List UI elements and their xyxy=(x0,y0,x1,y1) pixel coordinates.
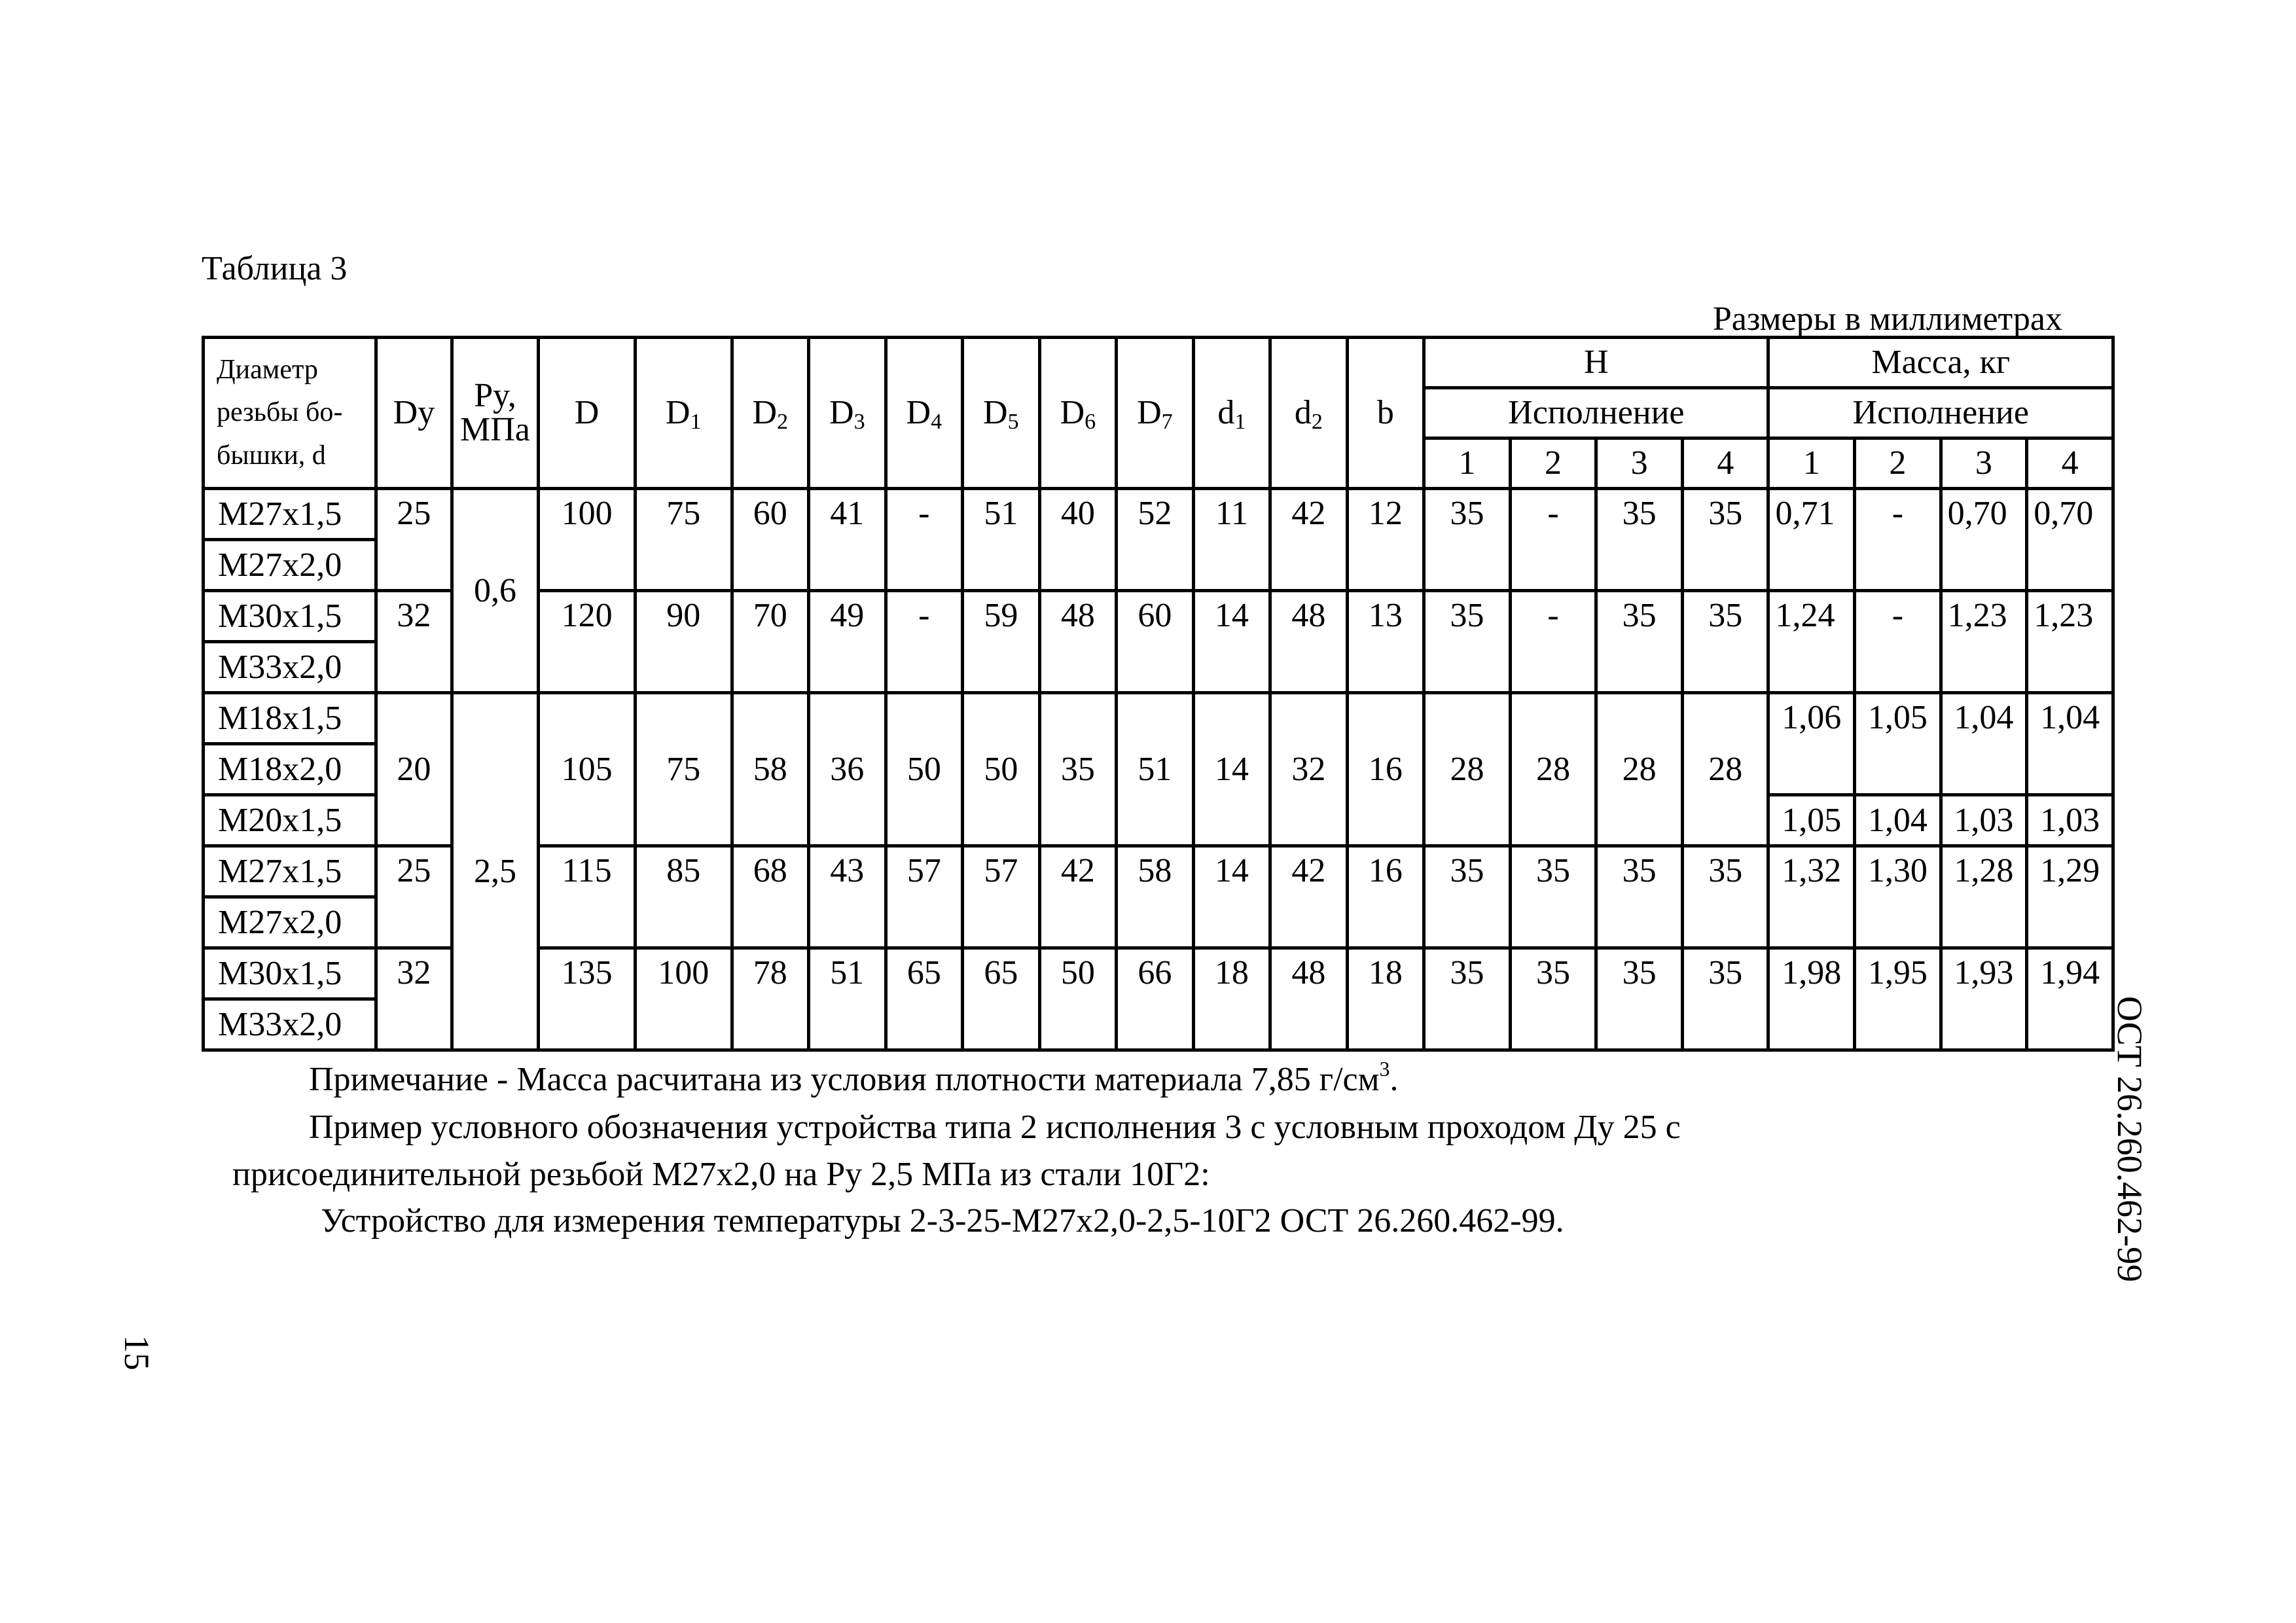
mass-cell: - xyxy=(1855,591,1941,693)
thread-cell: M27x1,5 xyxy=(204,489,376,540)
H-cell: 35 xyxy=(1424,948,1511,1050)
mass-cell: 1,23 xyxy=(1941,591,2027,693)
H-cell: 28 xyxy=(1682,693,1768,846)
d1-cell: 14 xyxy=(1193,591,1270,693)
H-cell: 35 xyxy=(1424,489,1511,591)
D-cell: 105 xyxy=(539,693,636,846)
table-row xyxy=(204,693,2113,744)
mass-cell: 1,94 xyxy=(2027,948,2113,1050)
thread-cell: M18x1,5 xyxy=(204,693,376,744)
D5-cell: 57 xyxy=(963,846,1040,948)
thread-cell: M20x1,5 xyxy=(204,795,376,846)
mass-cell: 1,06 xyxy=(1768,693,1855,795)
H-cell: 35 xyxy=(1596,948,1683,1050)
D5-cell: 50 xyxy=(963,693,1040,846)
note-density: Примечание - Масса расчитана из условия плотности материала 7,85 $г/см^3$. xyxy=(309,1057,1399,1098)
header-mass-exec-3: 3 xyxy=(1941,438,2027,489)
d1-cell: 14 xyxy=(1193,693,1270,846)
dy-cell: 20 xyxy=(376,693,452,846)
note-designation: Устройство для измерения температуры 2-3-25-M27x2,0-2,5-10Г2 ОСТ 26.260.462-99. xyxy=(321,1202,1564,1240)
table-row xyxy=(204,489,2113,540)
mass-cell: 0,70 xyxy=(2027,489,2113,591)
header-D1: $D_1$ xyxy=(635,338,732,489)
H-cell: 35 xyxy=(1596,489,1683,591)
header-D7: $D_7$ xyxy=(1117,338,1194,489)
b-cell: 16 xyxy=(1347,693,1424,846)
D4-cell: 65 xyxy=(886,948,963,1050)
mass-cell: 1,05 xyxy=(1855,693,1941,795)
header-dy: Dy xyxy=(376,338,452,489)
dy-cell: 32 xyxy=(376,591,452,693)
thread-cell: M27x2,0 xyxy=(204,540,376,591)
H-cell: 35 xyxy=(1424,846,1511,948)
D6-cell: 35 xyxy=(1039,693,1117,846)
header-py: Py, МПа xyxy=(452,338,539,489)
D6-cell: 42 xyxy=(1039,846,1117,948)
mass-cell: 0,71 xyxy=(1768,489,1855,591)
mass-cell: 1,32 xyxy=(1768,846,1855,948)
thread-cell: M18x2,0 xyxy=(204,744,376,795)
H-cell: 35 xyxy=(1682,948,1768,1050)
H-cell: 35 xyxy=(1510,846,1596,948)
D4-cell: 50 xyxy=(886,693,963,846)
d2-cell: 48 xyxy=(1270,591,1348,693)
table-caption: Таблица 3 xyxy=(202,250,348,287)
D3-cell: 41 xyxy=(809,489,886,591)
mass-cell: 1,95 xyxy=(1855,948,1941,1050)
b-cell: 18 xyxy=(1347,948,1424,1050)
H-cell: 35 xyxy=(1424,591,1511,693)
header-H: H xyxy=(1424,338,1768,388)
D6-cell: 48 xyxy=(1039,591,1117,693)
header-thread-diameter: Диаметр резьбы бо- бышки, d xyxy=(204,338,376,489)
mass-cell: 1,04 xyxy=(2027,693,2113,795)
D2-cell: 60 xyxy=(732,489,809,591)
D6-cell: 40 xyxy=(1039,489,1117,591)
header-mass-exec-4: 4 xyxy=(2027,438,2113,489)
D5-cell: 59 xyxy=(963,591,1040,693)
header-H-exec-1: 1 xyxy=(1424,438,1511,489)
header-mass-exec-1: 1 xyxy=(1768,438,1855,489)
D3-cell: 43 xyxy=(809,846,886,948)
d2-cell: 42 xyxy=(1270,489,1348,591)
header-d1: $d_1$ xyxy=(1193,338,1270,489)
header-D3: $D_3$ xyxy=(809,338,886,489)
H-cell: 35 xyxy=(1682,846,1768,948)
mass-cell: - xyxy=(1855,489,1941,591)
D-cell: 100 xyxy=(539,489,636,591)
H-cell: 28 xyxy=(1424,693,1511,846)
units-note: Размеры в миллиметрах xyxy=(1712,300,2062,338)
D7-cell: 58 xyxy=(1117,846,1194,948)
D4-cell: - xyxy=(886,489,963,591)
header-D2: $D_2$ xyxy=(732,338,809,489)
D2-cell: 70 xyxy=(732,591,809,693)
mass-cell: 1,28 xyxy=(1941,846,2027,948)
thread-cell: M33x2,0 xyxy=(204,642,376,693)
mass-cell: 1,04 xyxy=(1855,795,1941,846)
D1-cell: 75 xyxy=(635,693,732,846)
D1-cell: 85 xyxy=(635,846,732,948)
header-D6: $D_6$ xyxy=(1039,338,1117,489)
d1-cell: 14 xyxy=(1193,846,1270,948)
mass-cell: 1,05 xyxy=(1768,795,1855,846)
header-H-exec-2: 2 xyxy=(1510,438,1596,489)
header-H-exec-3: 3 xyxy=(1596,438,1683,489)
mass-cell: 1,29 xyxy=(2027,846,2113,948)
b-cell: 16 xyxy=(1347,846,1424,948)
header-d2: $d_2$ xyxy=(1270,338,1348,489)
header-mass-exec-2: 2 xyxy=(1855,438,1941,489)
dy-cell: 25 xyxy=(376,846,452,948)
header-mass-execution: Исполнение xyxy=(1768,388,2113,438)
d1-cell: 11 xyxy=(1193,489,1270,591)
mass-cell: 1,03 xyxy=(2027,795,2113,846)
mass-cell: 1,98 xyxy=(1768,948,1855,1050)
mass-cell: 1,23 xyxy=(2027,591,2113,693)
b-cell: 12 xyxy=(1347,489,1424,591)
dy-cell: 32 xyxy=(376,948,452,1050)
H-cell: 28 xyxy=(1596,693,1683,846)
D2-cell: 58 xyxy=(732,693,809,846)
D2-cell: 78 xyxy=(732,948,809,1050)
d2-cell: 48 xyxy=(1270,948,1348,1050)
D4-cell: 57 xyxy=(886,846,963,948)
D4-cell: - xyxy=(886,591,963,693)
dimensions-table xyxy=(202,336,2115,1052)
D-cell: 135 xyxy=(539,948,636,1050)
note-example-line-1: Пример условного обозначения устройства типа 2 исполнения 3 с условным проходом Ду 25 с xyxy=(309,1109,1681,1146)
page-number: 15 xyxy=(117,1335,156,1370)
thread-cell: M27x1,5 xyxy=(204,846,376,897)
mass-cell: 1,93 xyxy=(1941,948,2027,1050)
D7-cell: 52 xyxy=(1117,489,1194,591)
H-cell: - xyxy=(1510,489,1596,591)
py-cell: 0,6 xyxy=(452,489,539,693)
mass-cell: 1,24 xyxy=(1768,591,1855,693)
thread-cell: M30x1,5 xyxy=(204,591,376,642)
D6-cell: 50 xyxy=(1039,948,1117,1050)
D2-cell: 68 xyxy=(732,846,809,948)
D7-cell: 60 xyxy=(1117,591,1194,693)
document-code: ОСТ 26.260.462-99 xyxy=(2110,996,2149,1283)
header-mass: Масса, кг xyxy=(1768,338,2113,388)
thread-cell: M33x2,0 xyxy=(204,999,376,1050)
D5-cell: 51 xyxy=(963,489,1040,591)
D7-cell: 66 xyxy=(1117,948,1194,1050)
dy-cell: 25 xyxy=(376,489,452,591)
D1-cell: 100 xyxy=(635,948,732,1050)
mass-cell: 1,03 xyxy=(1941,795,2027,846)
header-b: b xyxy=(1347,338,1424,489)
py-cell: 2,5 xyxy=(452,693,539,1050)
H-cell: 28 xyxy=(1510,693,1596,846)
D1-cell: 90 xyxy=(635,591,732,693)
d2-cell: 42 xyxy=(1270,846,1348,948)
D5-cell: 65 xyxy=(963,948,1040,1050)
H-cell: - xyxy=(1510,591,1596,693)
D3-cell: 49 xyxy=(809,591,886,693)
b-cell: 13 xyxy=(1347,591,1424,693)
D-cell: 120 xyxy=(539,591,636,693)
mass-cell: 0,70 xyxy=(1941,489,2027,591)
header-D5: $D_5$ xyxy=(963,338,1040,489)
header-D: D xyxy=(539,338,636,489)
H-cell: 35 xyxy=(1596,591,1683,693)
thread-cell: M30x1,5 xyxy=(204,948,376,999)
note-example-line-2: присоединительной резьбой M27x2,0 на Ру 2,5 МПа из стали 10Г2: xyxy=(232,1156,1210,1193)
D3-cell: 36 xyxy=(809,693,886,846)
header-H-exec-4: 4 xyxy=(1682,438,1768,489)
H-cell: 35 xyxy=(1596,846,1683,948)
header-H-execution: Исполнение xyxy=(1424,388,1768,438)
H-cell: 35 xyxy=(1682,591,1768,693)
header-D4: $D_4$ xyxy=(886,338,963,489)
H-cell: 35 xyxy=(1510,948,1596,1050)
d2-cell: 32 xyxy=(1270,693,1348,846)
mass-cell: 1,04 xyxy=(1941,693,2027,795)
D7-cell: 51 xyxy=(1117,693,1194,846)
D1-cell: 75 xyxy=(635,489,732,591)
H-cell: 35 xyxy=(1682,489,1768,591)
d1-cell: 18 xyxy=(1193,948,1270,1050)
D-cell: 115 xyxy=(539,846,636,948)
D3-cell: 51 xyxy=(809,948,886,1050)
thread-cell: M27x2,0 xyxy=(204,897,376,948)
mass-cell: 1,30 xyxy=(1855,846,1941,948)
